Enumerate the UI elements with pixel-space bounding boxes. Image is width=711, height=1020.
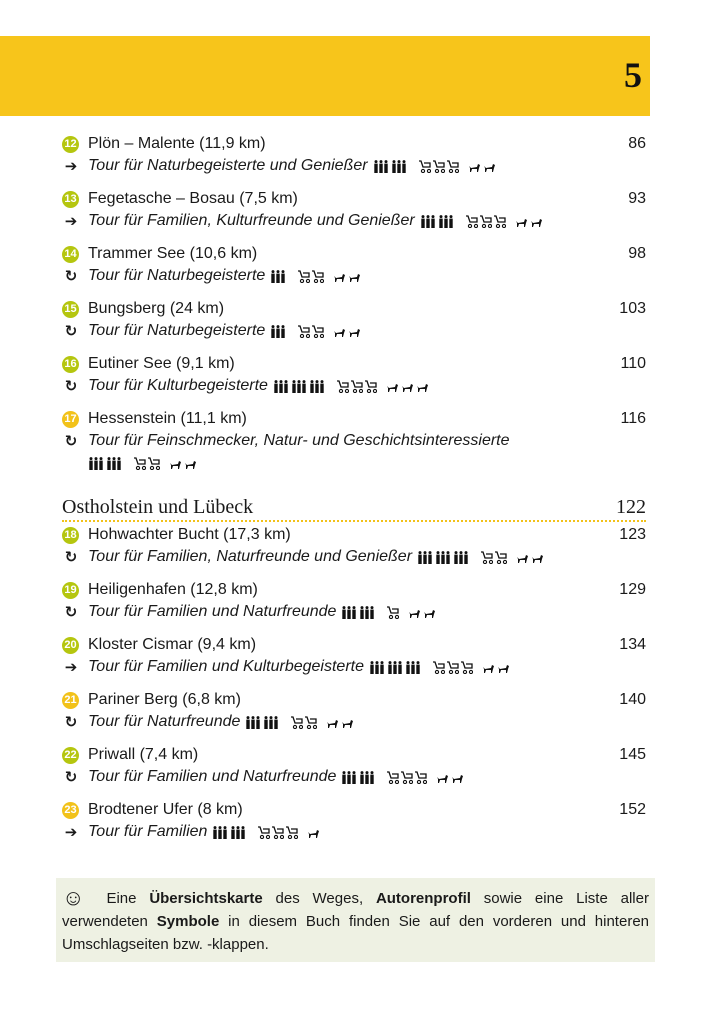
family-icon: [360, 771, 375, 784]
entry-title: Pariner Berg (6,8 km): [88, 691, 241, 708]
stroller-icon: [480, 551, 493, 564]
note-text-3: sowie eine Liste aller verwendeten: [62, 890, 649, 930]
table-of-contents: [62, 133, 646, 854]
stroller-icons: [432, 661, 474, 674]
stroller-icon: [414, 771, 427, 784]
family-icon: [418, 551, 433, 564]
stroller-icons: [386, 771, 428, 784]
dog-icon: [482, 663, 495, 674]
family-icon: [246, 716, 261, 729]
family-icon: [392, 160, 407, 173]
number-badge: 14: [62, 246, 79, 263]
stroller-icon: [133, 457, 146, 470]
dog-icon: [333, 272, 346, 283]
dog-icon: [169, 459, 182, 470]
stroller-icon: [494, 551, 507, 564]
toc-entry-21[interactable]: [62, 689, 646, 733]
stroller-icons: [418, 160, 460, 173]
dog-icons: [326, 718, 356, 729]
dog-icon: [516, 553, 529, 564]
dog-icons: [516, 553, 546, 564]
note-bold-3: Symbole: [156, 913, 220, 930]
family-icons: [274, 380, 328, 393]
tour-description: Tour für Naturbegeisterte: [88, 267, 266, 284]
arrow-right-icon: ➔: [64, 158, 78, 175]
loop-icon: ↻: [64, 549, 78, 566]
dog-icons: [169, 459, 199, 470]
family-icons: [418, 551, 472, 564]
dog-icon: [530, 217, 543, 228]
toc-entry-15[interactable]: [62, 298, 646, 342]
arrow-right-icon: ➔: [64, 824, 78, 841]
dog-icons: [515, 217, 545, 228]
family-icons: [374, 160, 410, 173]
dog-icons: [436, 773, 466, 784]
rating-symbols: [342, 606, 446, 619]
dog-icon: [416, 382, 429, 393]
loop-icon: ↻: [64, 714, 78, 731]
page-ref: 103: [619, 300, 646, 317]
toc-entry-18[interactable]: [62, 524, 646, 568]
stroller-icon: [446, 661, 459, 674]
stroller-icon: [147, 457, 160, 470]
loop-icon: ↻: [64, 433, 78, 450]
page-ref: 123: [619, 526, 646, 543]
stroller-icons: [297, 325, 325, 338]
family-icons: [213, 826, 249, 839]
dog-icon: [348, 327, 361, 338]
dog-icons: [482, 663, 512, 674]
family-icons: [342, 606, 378, 619]
toc-entry-14[interactable]: [62, 243, 646, 287]
number-badge: 21: [62, 692, 79, 709]
dog-icon: [423, 608, 436, 619]
family-icon: [271, 325, 286, 338]
arrow-right-icon: ➔: [64, 213, 78, 230]
stroller-icons: [336, 380, 378, 393]
family-icons: [342, 771, 378, 784]
dog-icons: [307, 828, 322, 839]
stroller-icon: [297, 325, 310, 338]
dog-icon: [341, 718, 354, 729]
family-icon: [292, 380, 307, 393]
family-icons: [271, 325, 289, 338]
stroller-icon: [432, 661, 445, 674]
entry-title: Kloster Cismar (9,4 km): [88, 636, 257, 653]
tour-description: Tour für Familien und Naturfreunde: [88, 768, 337, 785]
stroller-icon: [364, 380, 377, 393]
page-ref: 93: [628, 190, 646, 207]
loop-icon: ↻: [64, 268, 78, 285]
tour-description: Tour für Naturbegeisterte und Genießer: [88, 157, 368, 174]
number-badge: 15: [62, 301, 79, 318]
tour-description: Tour für Familien und Naturfreunde: [88, 603, 337, 620]
dog-icon: [497, 663, 510, 674]
stroller-icon: [304, 716, 317, 729]
dog-icon: [468, 162, 481, 173]
stroller-icon: [400, 771, 413, 784]
dog-icons: [408, 608, 438, 619]
tour-description: Tour für Kulturbegeisterte: [88, 377, 268, 394]
family-icons: [421, 215, 457, 228]
dog-icon: [515, 217, 528, 228]
family-icons: [246, 716, 282, 729]
stroller-icon: [446, 160, 459, 173]
family-icon: [439, 215, 454, 228]
number-badge: 18: [62, 527, 79, 544]
page-ref: 152: [619, 801, 646, 818]
family-icon: [310, 380, 325, 393]
stroller-icon: [432, 160, 445, 173]
rating-symbols: [271, 270, 371, 283]
dog-icon: [436, 773, 449, 784]
stroller-icons: [480, 551, 508, 564]
note-text-4: in diesem Buch finden Sie auf den vorderen und hinteren Umschlagseiten bzw. -klappen.: [62, 913, 649, 953]
stroller-icon: [257, 826, 270, 839]
section-heading[interactable]: [62, 494, 646, 522]
family-icon: [454, 551, 469, 564]
toc-entry-20[interactable]: [62, 634, 646, 678]
dog-icon: [451, 773, 464, 784]
rating-symbols: [418, 551, 554, 564]
tour-description: Tour für Familien: [88, 823, 208, 840]
entry-title: Hohwachter Bucht (17,3 km): [88, 526, 291, 543]
dog-icon: [348, 272, 361, 283]
number-badge: 12: [62, 136, 79, 153]
family-icon: [374, 160, 389, 173]
tour-description: Tour für Naturbegeisterte: [88, 322, 266, 339]
toc-entry-12[interactable]: [62, 133, 646, 177]
entry-title: Brodtener Ufer (8 km): [88, 801, 243, 818]
page-ref: 110: [620, 355, 646, 372]
stroller-icon: [271, 826, 284, 839]
number-badge: 20: [62, 637, 79, 654]
toc-entry-17[interactable]: [62, 408, 646, 474]
family-icon: [271, 270, 286, 283]
toc-entry-22[interactable]: [62, 744, 646, 788]
entry-title: Fegetasche – Bosau (7,5 km): [88, 190, 298, 207]
entry-title: Hessenstein (11,1 km): [88, 410, 247, 427]
dog-icon: [386, 382, 399, 393]
dog-icon: [531, 553, 544, 564]
toc-entry-19[interactable]: [62, 579, 646, 623]
toc-entry-23[interactable]: [62, 799, 646, 843]
stroller-icon: [386, 606, 399, 619]
stroller-icon: [465, 215, 478, 228]
loop-icon: ↻: [64, 769, 78, 786]
loop-icon: ↻: [64, 604, 78, 621]
dog-icon: [307, 828, 320, 839]
tour-description: Tour für Familien und Kulturbegeisterte: [88, 658, 364, 675]
dog-icons: [333, 327, 363, 338]
entry-title: Bungsberg (24 km): [88, 300, 225, 317]
toc-entry-13[interactable]: [62, 188, 646, 232]
family-icon: [370, 661, 385, 674]
stroller-icons: [386, 606, 400, 619]
family-icons: [370, 661, 424, 674]
number-badge: 17: [62, 411, 79, 428]
stroller-icon: [479, 215, 492, 228]
header-band: [0, 36, 650, 116]
family-icon: [342, 606, 357, 619]
entry-title: Trammer See (10,6 km): [88, 245, 258, 262]
rating-symbols: [271, 325, 371, 338]
dog-icons: [386, 382, 431, 393]
note-text-2: des Weges,: [262, 890, 376, 907]
family-icon: [231, 826, 246, 839]
stroller-icons: [133, 457, 161, 470]
stroller-icons: [297, 270, 325, 283]
stroller-icon: [386, 771, 399, 784]
dog-icon: [326, 718, 339, 729]
number-badge: 19: [62, 582, 79, 599]
note-bold-2: Autorenprofil: [375, 890, 471, 907]
stroller-icon: [311, 270, 324, 283]
section-title: Ostholstein und Lübeck: [62, 496, 254, 518]
family-icon: [342, 771, 357, 784]
family-icon: [264, 716, 279, 729]
stroller-icon: [290, 716, 303, 729]
arrow-right-icon: ➔: [64, 659, 78, 676]
entry-title: Heiligenhafen (12,8 km): [88, 581, 258, 598]
tour-description: Tour für Feinschmecker, Natur- und Geschichtsinteressierte: [88, 432, 510, 449]
rating-symbols: [342, 771, 474, 784]
loop-icon: ↻: [64, 323, 78, 340]
number-badge: 13: [62, 191, 79, 208]
stroller-icons: [290, 716, 318, 729]
section-page-ref: 122: [616, 496, 646, 518]
stroller-icon: [311, 325, 324, 338]
page-ref: 140: [619, 691, 646, 708]
dog-icons: [468, 162, 498, 173]
page-ref: 134: [619, 636, 646, 653]
rating-symbols: [374, 160, 506, 173]
family-icons: [271, 270, 289, 283]
rating-symbols: [246, 716, 364, 729]
family-icon: [436, 551, 451, 564]
rating-symbols: [213, 826, 330, 839]
rating-symbols: [421, 215, 553, 228]
page-ref: 116: [620, 410, 646, 427]
stroller-icon: [493, 215, 506, 228]
stroller-icon: [418, 160, 431, 173]
dog-icon: [333, 327, 346, 338]
stroller-icons: [257, 826, 299, 839]
toc-list-b: [62, 524, 646, 843]
stroller-icon: [297, 270, 310, 283]
family-icon: [107, 457, 122, 470]
toc-list-a: [62, 133, 646, 397]
rating-symbols: [89, 457, 207, 470]
family-icon: [213, 826, 228, 839]
loop-icon: ↻: [64, 378, 78, 395]
page-ref: 98: [628, 245, 646, 262]
note-text-1: Eine: [106, 890, 150, 907]
stroller-icon: [336, 380, 349, 393]
rating-symbols: [274, 380, 439, 393]
dog-icon: [483, 162, 496, 173]
dog-icon: [184, 459, 197, 470]
family-icon: [406, 661, 421, 674]
tour-description: Tour für Familien, Kulturfreunde und Genießer: [88, 212, 415, 229]
stroller-icon: [350, 380, 363, 393]
dog-icons: [333, 272, 363, 283]
stroller-icon: [285, 826, 298, 839]
number-badge: 22: [62, 747, 79, 764]
family-icon: [274, 380, 289, 393]
toc-entry-16[interactable]: [62, 353, 646, 397]
tour-description: Tour für Familien, Naturfreunde und Genießer: [88, 548, 413, 565]
rating-symbols: [370, 661, 520, 674]
info-note: [56, 878, 655, 962]
number-badge: 16: [62, 356, 79, 373]
family-icon: [89, 457, 104, 470]
number-badge: 23: [62, 802, 79, 819]
page-number: 5: [624, 55, 642, 95]
stroller-icons: [465, 215, 507, 228]
tour-description: Tour für Naturfreunde: [88, 713, 241, 730]
family-icon: [388, 661, 403, 674]
page-ref: 129: [619, 581, 646, 598]
note-bold-1: Übersichtskarte: [149, 890, 263, 907]
entry-title: Plön – Malente (11,9 km): [88, 135, 266, 152]
dog-icon: [408, 608, 421, 619]
stroller-icon: [460, 661, 473, 674]
page-ref: 86: [628, 135, 646, 152]
family-icon: [360, 606, 375, 619]
dog-icon: [401, 382, 414, 393]
entry-title: Priwall (7,4 km): [88, 746, 199, 763]
family-icon: [421, 215, 436, 228]
page-ref: 145: [619, 746, 646, 763]
smiley-icon: ☺: [62, 885, 85, 910]
family-icons: [89, 457, 125, 470]
entry-title: Eutiner See (9,1 km): [88, 355, 235, 372]
